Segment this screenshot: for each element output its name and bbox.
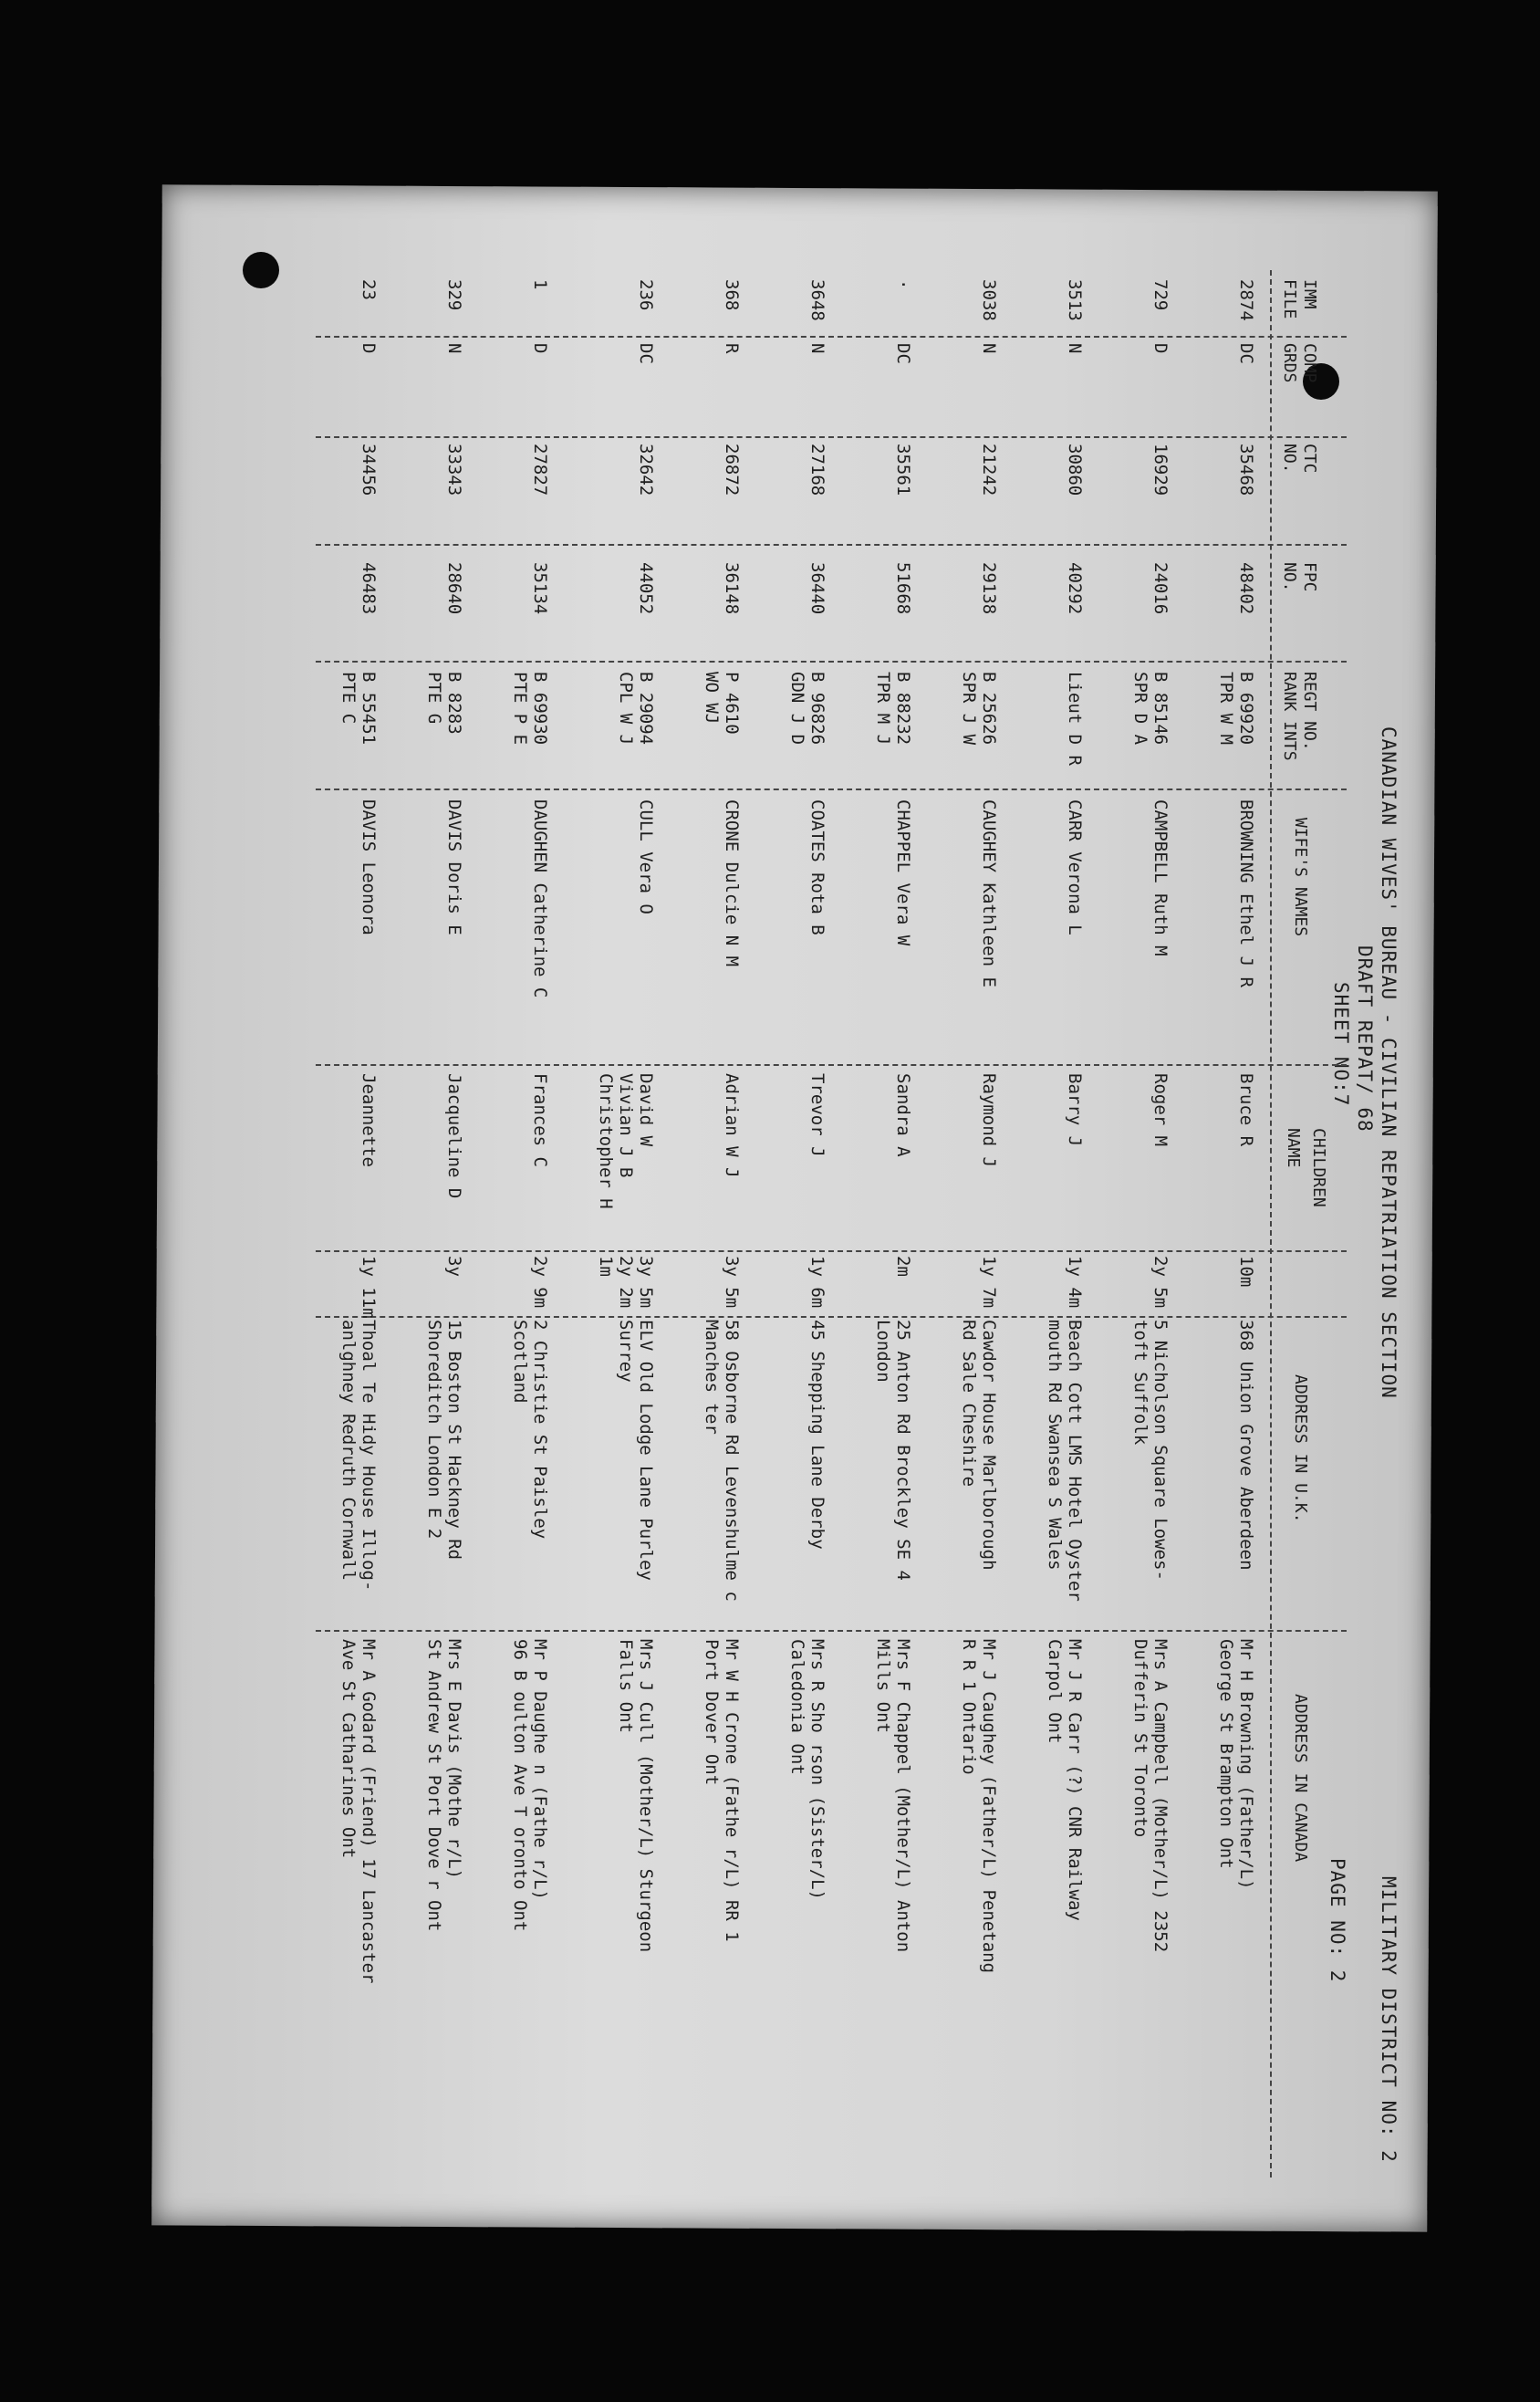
imm-file-number: 1	[530, 279, 550, 290]
uk-address-line: Rd Sale Cheshire	[959, 1320, 979, 1488]
header-fpc-no-2: NO.	[1280, 562, 1299, 592]
canada-address-line: Dufferin St Toronto	[1130, 1639, 1150, 1838]
regt-rank: WO WJ	[702, 672, 722, 725]
uk-address-line: 368 Union Grove Aberdeen	[1236, 1320, 1256, 1571]
uk-address-line: Beach Cott LMS Hotel Oyster	[1065, 1320, 1085, 1602]
child-name: Sandra A	[893, 1073, 913, 1157]
regt-rank: B 69920	[1236, 672, 1256, 746]
header-uk-address: ADDRESS IN U.K.	[1291, 1374, 1310, 1523]
column-divider	[316, 544, 1347, 546]
canada-address-line: Mr P Daughe n (Fathe r/L)	[530, 1639, 550, 1900]
fpc-number: 29138	[979, 562, 999, 615]
child-name: Jacqueline D	[444, 1073, 464, 1199]
ctc-number: 26872	[722, 444, 742, 496]
child-age: 1y 11m	[359, 1256, 379, 1319]
fpc-number: 36440	[807, 562, 827, 615]
imm-file-number: 3513	[1065, 279, 1085, 321]
imm-file-number: 236	[636, 279, 656, 311]
imm-file-number: 2874	[1236, 279, 1256, 321]
imm-file-number: 3038	[979, 279, 999, 321]
column-divider	[316, 1250, 1347, 1252]
wife-name: CAMPBELL Ruth M	[1150, 799, 1171, 956]
imm-file-number: 368	[722, 279, 742, 311]
child-name: Roger M	[1150, 1073, 1171, 1147]
regt-rank: TPR W M	[1216, 672, 1236, 746]
regt-rank: PTE C	[338, 672, 359, 725]
sheet-number: SHEET NO:7	[1330, 982, 1352, 1107]
draft-number: DRAFT REPAT/ 68	[1354, 945, 1376, 1133]
uk-address-line: London	[873, 1320, 893, 1383]
canada-address-line: Mrs E Davis (Mothe r/L)	[444, 1639, 464, 1880]
wife-name: BROWNING Ethel J R	[1236, 799, 1256, 987]
child-age: 10m	[1236, 1256, 1256, 1288]
child-age: 1y 6m	[807, 1256, 827, 1309]
ctc-number: 32642	[636, 444, 656, 496]
header-imm-file-2: FILE	[1280, 279, 1299, 319]
regt-rank: B 88232	[893, 672, 913, 746]
uk-address-line: anlghney Redruth Cornwall	[338, 1320, 359, 1581]
column-divider	[316, 1316, 1347, 1318]
comp-grds-code: N	[807, 343, 827, 354]
comp-grds-code: N	[1065, 343, 1085, 354]
imm-file-number: 3648	[807, 279, 827, 321]
header-child-name: NAME	[1284, 1128, 1303, 1168]
canada-address-line: Caledonia Ont	[787, 1639, 807, 1775]
canada-address-line: Mrs J Cull (Mother/L) Sturgeon	[636, 1639, 656, 1953]
canada-address-line: Falls Ont	[616, 1639, 636, 1733]
regt-rank: B 8283	[444, 672, 464, 735]
fpc-number: 35134	[530, 562, 550, 615]
header-divider	[1270, 270, 1272, 2177]
uk-address-line: Manches ter	[702, 1320, 722, 1435]
military-district: MILITARY DISTRICT NO: 2	[1378, 1876, 1400, 2163]
regt-rank: PTE G	[424, 672, 444, 725]
canada-address-line: Mrs F Chappel (Mother/L) Anton	[893, 1639, 913, 1953]
header-wives-names: WIFE'S NAMES	[1291, 818, 1310, 937]
fpc-number: 36148	[722, 562, 742, 615]
comp-grds-code: N	[444, 343, 464, 354]
ctc-number: 16929	[1150, 444, 1171, 496]
comp-grds-code: DC	[1236, 343, 1256, 364]
canada-address-line: Mr W H Crone (Fathe r/L) RR 1	[722, 1639, 742, 1942]
wife-name: DAVIS Leonora	[359, 799, 379, 935]
regt-rank: B 85146	[1150, 672, 1171, 746]
uk-address-line: Surrey	[616, 1320, 636, 1383]
canada-address-line: George St Brampton Ont	[1216, 1639, 1236, 1869]
form-title: CANADIAN WIVES' BUREAU - CIVILIAN REPATRIATION SECTION	[1378, 726, 1400, 1399]
child-age: 3y 5m	[722, 1256, 742, 1309]
uk-address-line: ELV Old Lodge Lane Purley	[636, 1320, 656, 1581]
child-age: 1y 4m	[1065, 1256, 1085, 1309]
comp-grds-code: N	[979, 343, 999, 354]
uk-address-line: Shoreditch London E 2	[424, 1320, 444, 1540]
fpc-number: 51668	[893, 562, 913, 615]
regt-rank: B 69930	[530, 672, 550, 746]
comp-grds-code: R	[722, 343, 742, 354]
column-divider	[316, 1630, 1347, 1632]
child-name: Adrian W J	[722, 1073, 742, 1178]
ctc-number: 33343	[444, 444, 464, 496]
uk-address-line: 58 Osborne Rd Levenshulme c	[722, 1320, 742, 1602]
ctc-number: 27168	[807, 444, 827, 496]
canada-address-line: Mr J R Carr (?) CNR Railway	[1065, 1639, 1085, 1921]
canada-address-line: Mills Ont	[873, 1639, 893, 1733]
canada-address-line: Mrs R Sho rson (Sister/L)	[807, 1639, 827, 1900]
child-name: Trevor J	[807, 1073, 827, 1157]
comp-grds-code: D	[1150, 343, 1171, 354]
header-regt-no: REGT NO.	[1300, 672, 1319, 751]
wife-name: COATES Rota B	[807, 799, 827, 935]
rotated-form	[215, 270, 1401, 2223]
ctc-number: 35468	[1236, 444, 1256, 496]
ctc-number: 35561	[893, 444, 913, 496]
regt-rank: TPR M J	[873, 672, 893, 746]
child-name: Frances C	[530, 1073, 550, 1167]
canada-address-line: Carpol Ont	[1045, 1639, 1065, 1744]
fpc-number: 28640	[444, 562, 464, 615]
column-divider	[316, 1064, 1347, 1066]
canada-address-line: R R 1 Ontario	[959, 1639, 979, 1775]
canada-address-line: 96 B oulton Ave T oronto Ont	[510, 1639, 530, 1932]
imm-file-number: ·	[893, 279, 913, 290]
child-age: 2y 5m	[1150, 1256, 1171, 1309]
fpc-number: 44052	[636, 562, 656, 615]
header-canada-address: ADDRESS IN CANADA	[1291, 1694, 1310, 1863]
comp-grds-code: D	[530, 343, 550, 354]
regt-rank: CPL W J	[616, 672, 636, 746]
child-age: 2m	[893, 1256, 913, 1277]
header-fpc-no: FPC	[1300, 562, 1319, 592]
comp-grds-code: DC	[893, 343, 913, 364]
imm-file-number: 329	[444, 279, 464, 311]
uk-address-line: Scotland	[510, 1320, 530, 1404]
uk-address-line: 25 Anton Rd Brockley SE 4	[893, 1320, 913, 1581]
regt-rank: B 29094	[636, 672, 656, 746]
child-age: 2y 9m	[530, 1256, 550, 1309]
header-imm-file: IMM	[1300, 279, 1319, 309]
wife-name: DAUGHEN Catherine C	[530, 799, 550, 998]
ctc-number: 30860	[1065, 444, 1085, 496]
imm-file-number: 23	[359, 279, 379, 300]
regt-rank: SPR J W	[959, 672, 979, 746]
regt-rank: P 4610	[722, 672, 742, 735]
fpc-number: 40292	[1065, 562, 1085, 615]
uk-address-line: toft Suffolk	[1130, 1320, 1150, 1446]
wife-name: CAUGHEY Kathleen E	[979, 799, 999, 987]
wife-name: CHAPPEL Vera W	[893, 799, 913, 946]
regt-rank: PTE P E	[510, 672, 530, 746]
regt-rank: GDN J D	[787, 672, 807, 746]
child-name: Bruce R	[1236, 1073, 1256, 1147]
wife-name: CULL Vera O	[636, 799, 656, 914]
uk-address-line: 45 Shepping Lane Derby	[807, 1320, 827, 1550]
uk-address-line: 5 Nicholson Square Lowes-	[1150, 1320, 1171, 1581]
column-divider	[316, 336, 1347, 338]
regt-rank: SPR D A	[1130, 672, 1150, 746]
fpc-number: 24016	[1150, 562, 1171, 615]
uk-address-line: mouth Rd Swansea S Wales	[1045, 1320, 1065, 1571]
wife-name: CRONE Dulcie N M	[722, 799, 742, 967]
canada-address-line: Mr H Browning (Father/L)	[1236, 1639, 1256, 1890]
header-comp-grds: COMP	[1300, 343, 1319, 383]
comp-grds-code: D	[359, 343, 379, 354]
ctc-number: 21242	[979, 444, 999, 496]
ctc-number: 27827	[530, 444, 550, 496]
child-name: Jeannette	[359, 1073, 379, 1167]
regt-rank: B 96826	[807, 672, 827, 746]
header-ctc-no-2: NO.	[1280, 444, 1299, 474]
header-ctc-no: CTC	[1300, 444, 1319, 474]
uk-address-line: Thoal Te Hidy House Illog-	[359, 1320, 379, 1592]
child-age: 1m	[596, 1256, 616, 1277]
uk-address-line: 15 Boston St Hackney Rd	[444, 1320, 464, 1561]
canada-address-line: Port Dover Ont	[702, 1639, 722, 1786]
imm-file-number: 729	[1150, 279, 1171, 311]
child-name: Barry J	[1065, 1073, 1085, 1147]
canada-address-line: St Andrew St Port Dove r Ont	[424, 1639, 444, 1932]
regt-rank: Lieut D R	[1065, 672, 1085, 766]
header-rank-ints: RANK INTS	[1280, 672, 1299, 761]
fpc-number: 46483	[359, 562, 379, 615]
wife-name: CARR Verona L	[1065, 799, 1085, 935]
comp-grds-code: DC	[636, 343, 656, 364]
column-divider	[316, 436, 1347, 438]
column-divider	[316, 661, 1347, 663]
header-comp-grds-2: GRDS	[1280, 343, 1299, 383]
fpc-number: 48402	[1236, 562, 1256, 615]
regt-rank: B 25626	[979, 672, 999, 746]
child-name: Raymond J	[979, 1073, 999, 1167]
column-divider	[316, 788, 1347, 790]
child-age: 3y	[444, 1256, 464, 1277]
uk-address-line: Cawdor House Marlborough	[979, 1320, 999, 1571]
canada-address-line: Mr J Caughey (Father/L) Penetang	[979, 1639, 999, 1974]
page-number: PAGE NO: 2	[1327, 1858, 1348, 1983]
uk-address-line: 2 Christie St Paisley	[530, 1320, 550, 1540]
child-age: 1y 7m	[979, 1256, 999, 1309]
header-children: CHILDREN	[1309, 1128, 1328, 1207]
child-age: 3y 5m	[636, 1256, 656, 1309]
canada-address-line: Ave St Catharines Ont	[338, 1639, 359, 1859]
child-name: David W	[636, 1073, 656, 1147]
ctc-number: 34456	[359, 444, 379, 496]
child-name: Christopher H	[596, 1073, 616, 1209]
wife-name: DAVIS Doris E	[444, 799, 464, 935]
canada-address-line: Mrs A Campbell (Mother/L) 2352	[1150, 1639, 1171, 1953]
child-name: Vivian J B	[616, 1073, 636, 1178]
regt-rank: B 55451	[359, 672, 379, 746]
child-age: 2y 2m	[616, 1256, 636, 1309]
canada-address-line: Mr A Godard (Friend) 17 Lancaster	[359, 1639, 379, 1984]
